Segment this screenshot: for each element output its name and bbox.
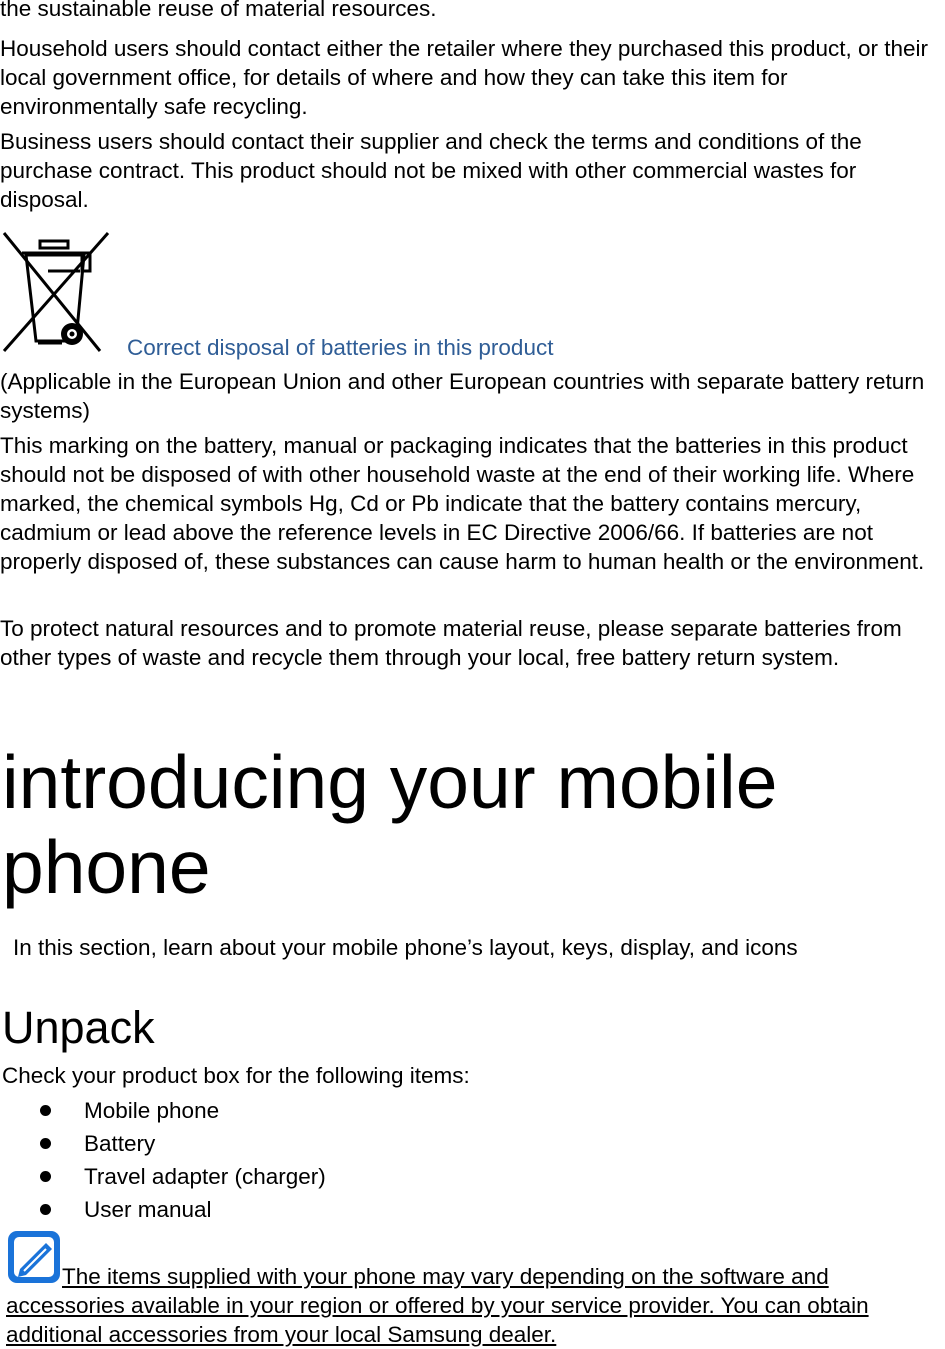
paragraph-business-users: Business users should contact their supplier and check the terms and conditions of the purchase contract. This product should not be mixed with other commercial wastes for disposal.: [0, 129, 862, 212]
section-title: introducing your mobile phone: [2, 740, 778, 909]
paragraph-applicable: (Applicable in the European Union and other European countries with separate battery return systems): [0, 369, 925, 423]
crossed-out-wheelie-bin-icon: [2, 231, 110, 353]
unpack-intro: Check your product box for the following items:: [2, 1063, 470, 1088]
section-subtitle: In this section, learn about your mobile phone’s layout, keys, display, and icons: [13, 935, 798, 960]
unpack-heading: Unpack: [2, 1002, 155, 1053]
note-text: The items supplied with your phone may vary depending on the software and accessories available in your region or offered by your service provider. You can obtain additional accessories from your local Samsung dealer.: [6, 1264, 869, 1347]
paragraph-intro: the sustainable reuse of material resources.: [0, 0, 437, 21]
bullet-icon: [40, 1171, 51, 1182]
bullet-icon: [40, 1138, 51, 1149]
paragraph-battery-marking: This marking on the battery, manual or packaging indicates that the batteries in this product should not be disposed of with other household waste at the end of their working life. Where marked, the chemical symbols Hg, Cd or Pb indicate that the battery contains mercury, cadmium or lead above the reference levels in EC Directive 2006/66. If batteries are not properly disposed of, these substances can cause harm to human health or the environment.: [0, 433, 925, 574]
bullet-icon: [40, 1204, 51, 1215]
paragraph-protect-resources: To protect natural resources and to promote material reuse, please separate batteries from other types of waste and recycle them through your local, free battery return system.: [0, 616, 902, 670]
list-item-label: User manual: [84, 1197, 212, 1222]
battery-disposal-heading: Correct disposal of batteries in this product: [127, 335, 554, 360]
paragraph-household-users: Household users should contact either the retailer where they purchased this product, or their local government office, for details of where and how they can take this item for environmentally safe recycling.: [0, 36, 929, 119]
bullet-icon: [40, 1105, 51, 1116]
list-item-label: Battery: [84, 1131, 156, 1156]
list-item-label: Travel adapter (charger): [84, 1164, 326, 1189]
list-item-label: Mobile phone: [84, 1098, 220, 1123]
